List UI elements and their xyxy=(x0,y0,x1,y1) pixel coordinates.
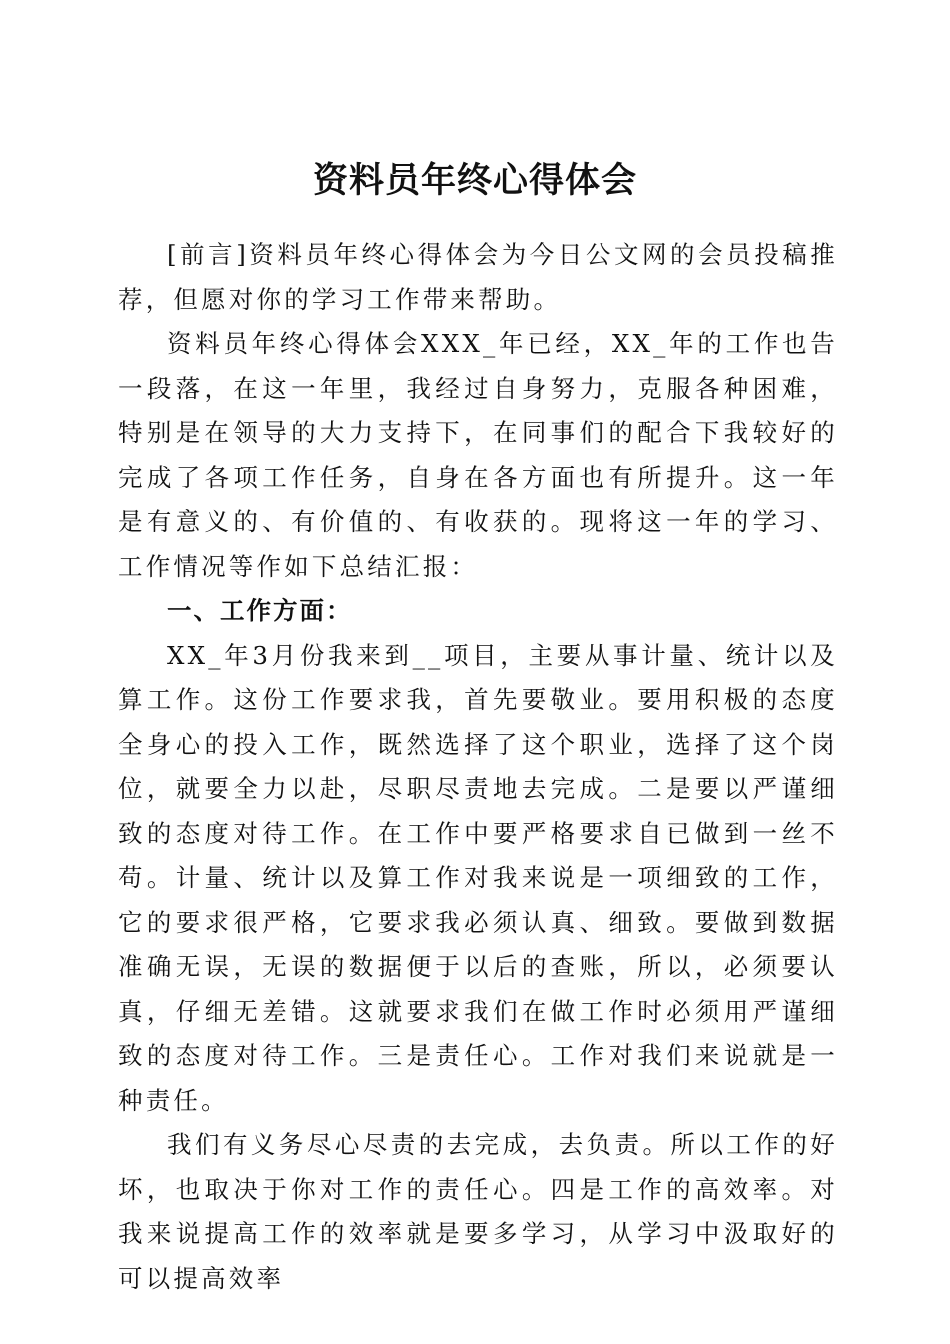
document-title: 资料员年终心得体会 xyxy=(312,160,637,202)
document-body xyxy=(118,233,838,1301)
body-paragraph: XX_年3月份我来到__项目，主要从事计量、统计以及算工作。这份工作要求我，首先要敬业。要用积极的态度全身心的投入工作，既然选择了这个职业，选择了这个岗位，就要全力以赴，尽职尽责地去完成。二是要以严谨细致的态度对待工作。在工作中要严格要求自已做到一丝不苟。计量、统计以及算工作对我来说是一项细致的工作，它的要求很严格，它要求我必须认真、细致。要做到数据准确无误，无误的数据便于以后的查账，所以，必须要认真，仔细无差错。这就要求我们在做工作时必须用严谨细致的态度对待工作。三是责任心。工作对我们来说就是一种责任。 xyxy=(118,640,838,1115)
body-paragraph: 我们有义务尽心尽责的去完成，去负责。所以工作的好坏，也取决于你对工作的责任心。四是工作的高效率。对我来说提高工作的效率就是要多学习，从学习中汲取好的可以提高效率 xyxy=(118,1130,838,1293)
intro-paragraph: 资料员年终心得体会XXX_年已经，XX_年的工作也告一段落，在这一年里，我经过自身努力，克服各种困难，特别是在领导的大力支持下，在同事们的配合下我较好的完成了各项工作任务，自身在各方面也有所提升。这一年是有意义的、有价值的、有收获的。现将这一年的学习、工作情况等作如下总结汇报： xyxy=(118,329,838,581)
preface-paragraph: [前言]资料员年终心得体会为今日公文网的会员投稿推荐，但愿对你的学习工作带来帮助。 xyxy=(118,240,838,314)
section-heading: 一、工作方面： xyxy=(167,596,353,625)
